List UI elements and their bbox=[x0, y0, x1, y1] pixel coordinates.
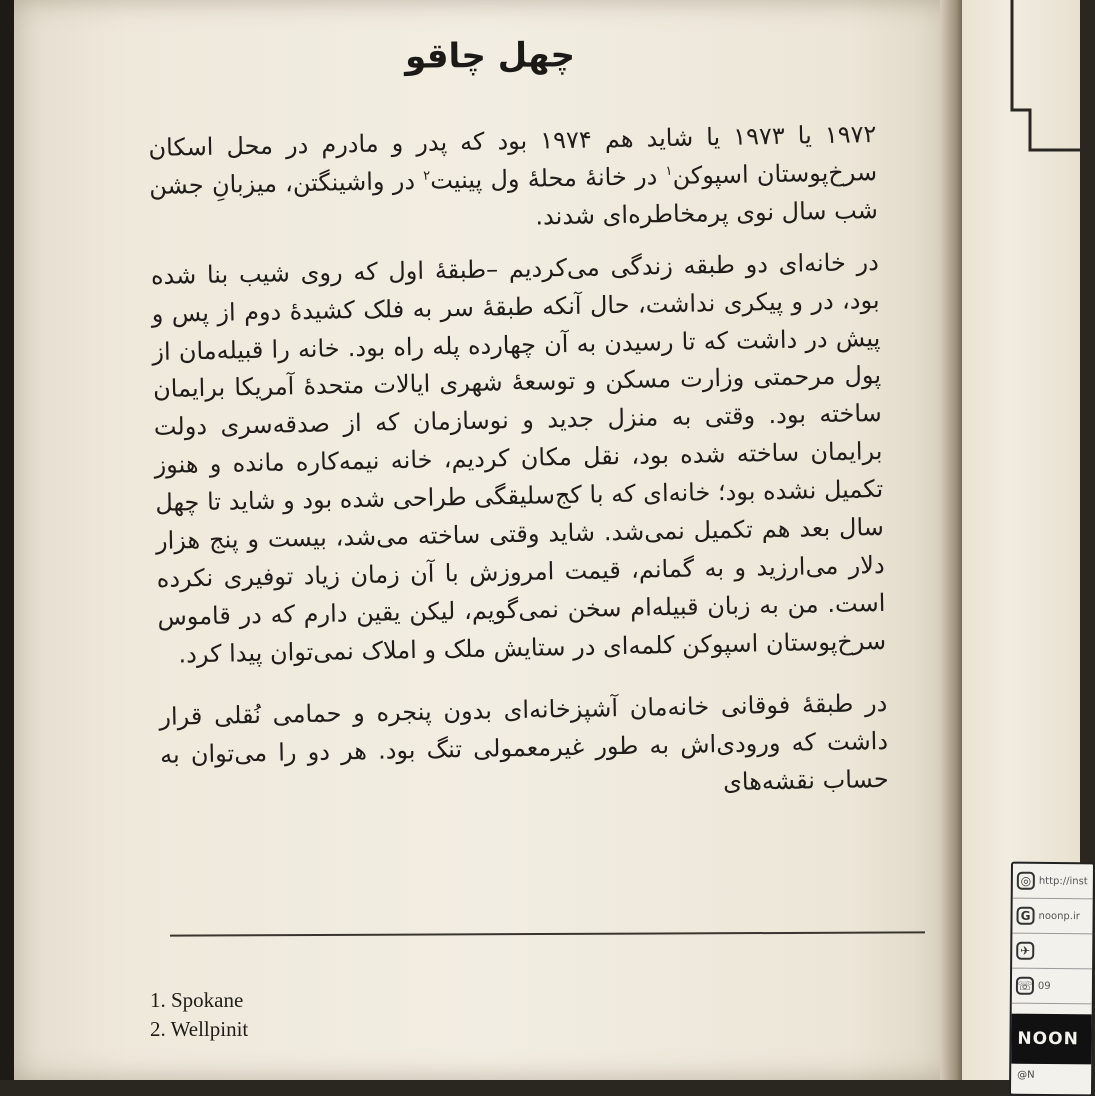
footnote-2: 2. Wellpinit bbox=[150, 1017, 249, 1042]
google-icon: G bbox=[1016, 907, 1034, 925]
telegram-icon: ✈ bbox=[1016, 942, 1034, 960]
sticker-brand-logo: NOON bbox=[1011, 1014, 1091, 1065]
footnotes bbox=[150, 986, 248, 1045]
sticker-handle: @N bbox=[1017, 1069, 1035, 1081]
sticker-website-text: noonp.ir bbox=[1038, 910, 1080, 922]
chapter-title: چهل چاقو bbox=[404, 35, 576, 77]
paragraph-1 bbox=[148, 116, 878, 244]
paragraph-1-text-b: در خانهٔ محلهٔ ول پینیت bbox=[429, 161, 666, 195]
paragraph-3: در طبقهٔ فوقانی خانه‌مان آشپزخانه‌ای بدون پنجره و حمامی نُقلی قرار داشت که ورودی‌اش به طور غیرمعمولی تنگ بود. هر دو را می‌توان به حساب نقشه‌های bbox=[159, 688, 889, 796]
sticker-phone-text: 09 bbox=[1037, 980, 1051, 992]
instagram-icon: ◎ bbox=[1017, 872, 1035, 890]
shop-sticker bbox=[1009, 862, 1095, 1096]
sticker-row-instagram bbox=[1013, 864, 1093, 900]
paragraph-1-text-a: ۱۹۷۲ یا ۱۹۷۳ یا شاید هم ۱۹۷۴ بود که پدر و مادرم در محل اسکان سرخ‌پوستان اسپوکن bbox=[148, 119, 878, 190]
sticker-row-telegram bbox=[1012, 934, 1092, 970]
body-text bbox=[148, 116, 889, 812]
phone-icon: ☏ bbox=[1016, 977, 1034, 995]
sticker-row-phone bbox=[1012, 969, 1092, 1005]
footnote-ref-2: ۲ bbox=[423, 168, 431, 184]
paragraph-2: در خانه‌ای دو طبقه زندگی می‌کردیم –طبقهٔ اول که روی شیب بنا شده بود، در و پیکری نداشت، حال آنکه طبقهٔ سر به فلک کشیدهٔ دوم از پس و پیش در داشت که تا رسیدن به آن چهارده پله راه بود. خانه را قبیله‌مان از پول مرحمتی وزارت مسکن و توسعهٔ شهری ایالات متحدهٔ آمریکا برایمان ساخته بود. وقتی به منزل جدید و نوسازمان که از صدقه‌سری دولت برایمان ساخته شده بود، نقل مکان کردیم، خانه نیمه‌کاره مانده و هنوز تکمیل نشده بود؛ خانه‌ای که با کج‌سلیقگی طراحی شده بود و شاید تا چهل سال بعد هم تکمیل نمی‌شد. شاید وقتی ساخته می‌شد، بیست و پنج هزار دلار می‌ارزید و به گمانم، قیمت امروزش با آن زمان زیاد توفیری نکرده است. من به زبان قبیله‌ام سخن نمی‌گویم، لیکن یقین دارم که در قاموس سرخ‌پوستان اسپوکن کلمه‌ای در ستایش ملک و املاک نمی‌توان پیدا کرد. bbox=[150, 247, 887, 669]
sticker-row-website bbox=[1012, 899, 1092, 935]
footnote-ref-1: ۱ bbox=[665, 163, 673, 179]
sticker-instagram-text: http://inst bbox=[1038, 875, 1088, 887]
footnote-1: 1. Spokane bbox=[150, 988, 244, 1012]
paragraph-1-text-c: در واشینگتن، میزبانِ جشن شب سال نوی پرمخاطره‌ای شدند. bbox=[148, 166, 879, 231]
